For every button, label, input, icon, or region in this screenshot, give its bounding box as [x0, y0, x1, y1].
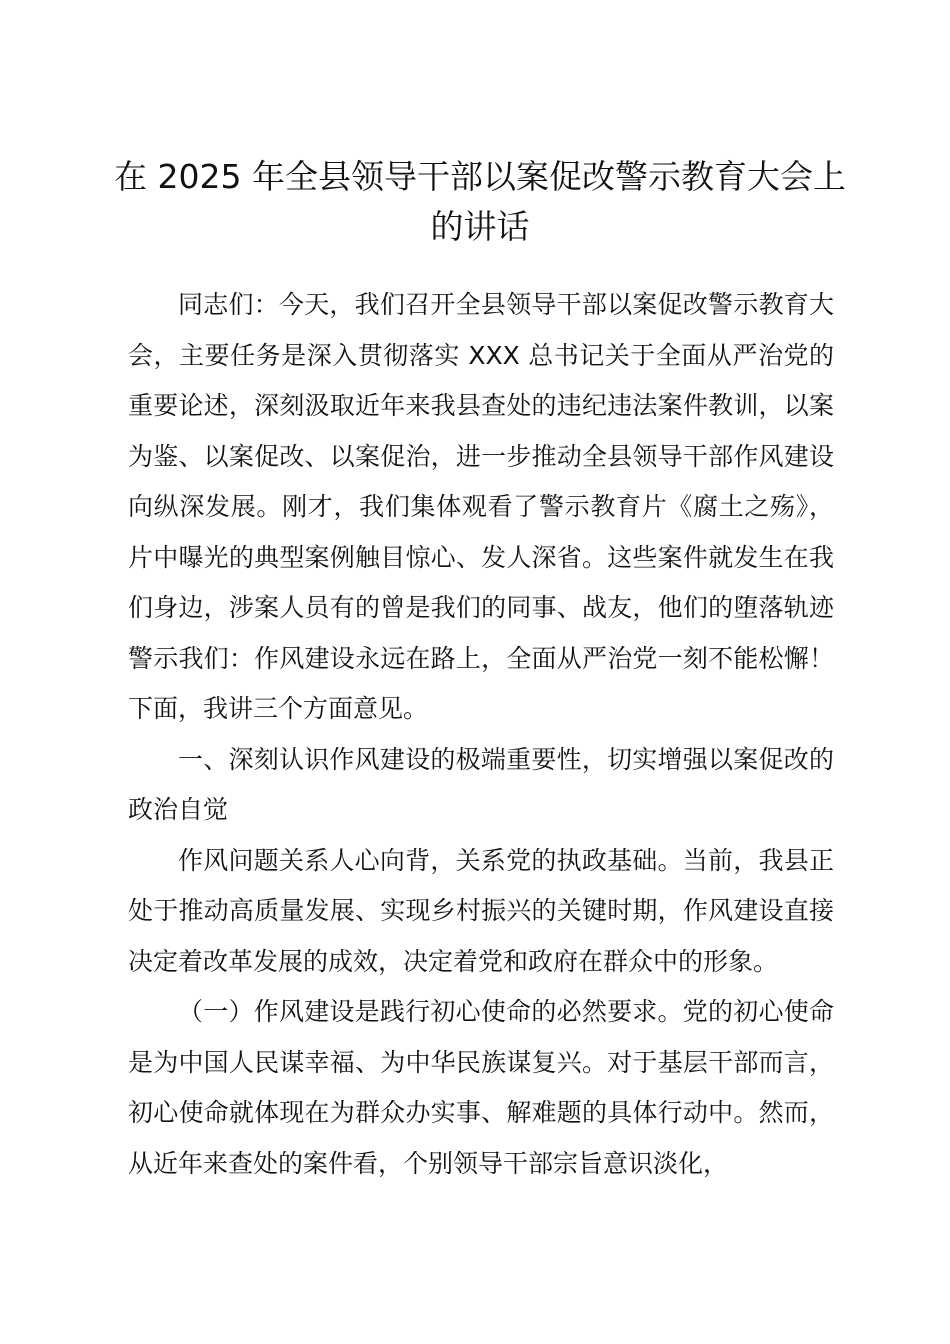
subsection-1-paragraph: （一）作风建设是践行初心使命的必然要求。党的初心使命是为中国人民谋幸福、为中华民族谋复兴。对于基层干部而言，初心使命就体现在为群众办实事、解难题的具体行动中。然而，从近年来查处的案件看，个别领导干部宗旨意识淡化， — [128, 997, 834, 1178]
opening-paragraph: 同志们：今天，我们召开全县领导干部以案促改警示教育大会，主要任务是深入贯彻落实 XXX 总书记关于全面从严治党的重要论述，深刻汲取近年来我县查处的违纪违法案件教训，以案为鉴、以案促改、以案促治，进一步推动全县领导干部作风建设向纵深发展。刚才，我们集体观看了警示教育片《腐土之殇》，片中曝光的典型案例触目惊心、发人深省。这些案件就发生在我们身边，涉案人员有的曾是我们的同事、战友，他们的堕落轨迹警示我们：作风建设永远在路上，全面从严治党一刻不能松懈！下面，我讲三个方面意见。 — [128, 290, 834, 723]
section-heading-1: 一、深刻认识作风建设的极端重要性，切实增强以案促改的政治自觉 — [128, 744, 834, 824]
document-title: 在 2025 年全县领导干部以案促改警示教育大会上的讲话 — [114, 157, 846, 246]
document-body — [128, 280, 834, 1189]
section-1-intro-paragraph: 作风问题关系人心向背，关系党的执政基础。当前，我县正处于推动高质量发展、实现乡村振兴的关键时期，作风建设直接决定着改革发展的成效，决定着党和政府在群众中的形象。 — [128, 845, 834, 976]
